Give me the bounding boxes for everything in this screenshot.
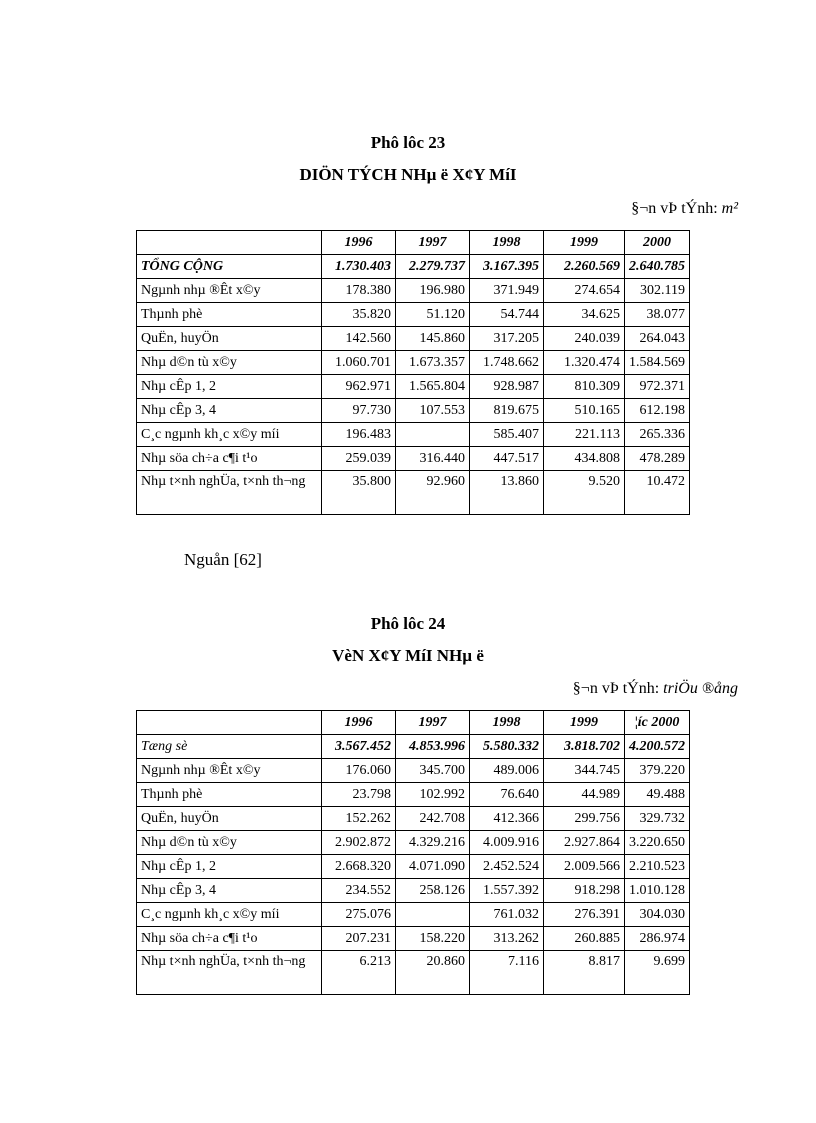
value-cell: 76.640 [470,783,544,807]
value-cell: 23.798 [322,783,396,807]
value-cell: 35.820 [322,303,396,327]
table-row [137,351,690,375]
value-cell: 302.119 [625,279,690,303]
header-year-cell: 1996 [322,711,396,735]
value-cell: 276.391 [544,903,625,927]
header-year-cell: 1997 [396,231,470,255]
value-cell: 8.817 [544,951,625,995]
value-cell: 1.748.662 [470,351,544,375]
value-cell: 329.732 [625,807,690,831]
value-cell: 176.060 [322,759,396,783]
value-cell: 234.552 [322,879,396,903]
row-label: Ngµnh nhµ ®Êt x©y [137,759,322,783]
appendix-24-table [136,710,690,995]
row-label: QuËn, huyÖn [137,327,322,351]
table-row [137,255,690,279]
value-cell: 44.989 [544,783,625,807]
value-cell: 612.198 [625,399,690,423]
table-row [137,831,690,855]
appendix-23-heading: Phô lôc 23 [370,133,446,152]
row-label: TỔNG CỘNG [137,255,322,279]
row-label: QuËn, huyÖn [137,807,322,831]
value-cell: 3.167.395 [470,255,544,279]
value-cell: 1.010.128 [625,879,690,903]
value-cell: 242.708 [396,807,470,831]
value-cell: 196.980 [396,279,470,303]
value-cell: 264.043 [625,327,690,351]
value-cell: 2.260.569 [544,255,625,279]
value-cell: 34.625 [544,303,625,327]
value-cell: 9.699 [625,951,690,995]
value-cell: 489.006 [470,759,544,783]
table-row [137,375,690,399]
value-cell: 4.329.216 [396,831,470,855]
value-cell: 152.262 [322,807,396,831]
appendix-23-title: DIÖN TÝCH NHµ ë X¢Y MíI [299,165,517,184]
value-cell: 35.800 [322,471,396,515]
value-cell: 2.902.872 [322,831,396,855]
table-row [137,303,690,327]
value-cell: 5.580.332 [470,735,544,759]
row-label: Nhµ t×nh nghÜa, t×nh th¬ng [137,951,322,995]
value-cell: 819.675 [470,399,544,423]
value-cell: 412.366 [470,807,544,831]
value-cell: 49.488 [625,783,690,807]
value-cell: 207.231 [322,927,396,951]
value-cell: 972.371 [625,375,690,399]
appendix-24-unit [573,680,738,698]
value-cell: 962.971 [322,375,396,399]
value-cell: 313.262 [470,927,544,951]
value-cell: 1.584.569 [625,351,690,375]
value-cell: 240.039 [544,327,625,351]
value-cell: 3.567.452 [322,735,396,759]
value-cell: 345.700 [396,759,470,783]
value-cell: 299.756 [544,807,625,831]
value-cell: 1.557.392 [470,879,544,903]
row-label: Nhµ söa ch÷a c¶i t¹o [137,447,322,471]
table-row [137,447,690,471]
value-cell [396,423,470,447]
table-row [137,927,690,951]
value-cell: 316.440 [396,447,470,471]
value-cell: 810.309 [544,375,625,399]
table-row [137,879,690,903]
table-header-row [137,711,690,735]
value-cell: 221.113 [544,423,625,447]
header-year-cell: 1999 [544,711,625,735]
value-cell: 4.071.090 [396,855,470,879]
table-row [137,855,690,879]
header-year-cell: 1998 [470,231,544,255]
value-cell: 447.517 [470,447,544,471]
value-cell: 260.885 [544,927,625,951]
table-row [137,759,690,783]
row-label: Nhµ t×nh nghÜa, t×nh th¬ng [137,471,322,515]
row-label: Thµnh phè [137,783,322,807]
value-cell: 1.565.804 [396,375,470,399]
value-cell: 275.076 [322,903,396,927]
value-cell: 13.860 [470,471,544,515]
value-cell: 265.336 [625,423,690,447]
value-cell: 145.860 [396,327,470,351]
value-cell: 274.654 [544,279,625,303]
unit-prefix: §¬n vÞ tÝnh: [631,200,722,217]
table-row [137,951,690,995]
value-cell: 38.077 [625,303,690,327]
row-label: Nhµ cÊp 3, 4 [137,399,322,423]
value-cell: 92.960 [396,471,470,515]
table-row [137,735,690,759]
unit-value: m² [721,200,738,217]
value-cell: 107.553 [396,399,470,423]
header-year-cell: 1998 [470,711,544,735]
value-cell: 918.298 [544,879,625,903]
table-row [137,807,690,831]
header-cell-blank [137,711,322,735]
value-cell: 304.030 [625,903,690,927]
value-cell: 258.126 [396,879,470,903]
value-cell: 2.640.785 [625,255,690,279]
value-cell: 6.213 [322,951,396,995]
value-cell: 196.483 [322,423,396,447]
value-cell: 434.808 [544,447,625,471]
value-cell: 142.560 [322,327,396,351]
table-row [137,903,690,927]
header-year-cell: 1997 [396,711,470,735]
appendix-23-table [136,230,690,515]
value-cell: 928.987 [470,375,544,399]
value-cell: 51.120 [396,303,470,327]
row-label: Nhµ d©n tù x©y [137,351,322,375]
header-year-cell: ¦íc 2000 [625,711,690,735]
row-label: Nhµ cÊp 3, 4 [137,879,322,903]
source-note: Nguån [62] [184,550,262,569]
header-year-cell: 2000 [625,231,690,255]
header-cell-blank [137,231,322,255]
table-row [137,399,690,423]
header-year-cell: 1999 [544,231,625,255]
value-cell: 2.009.566 [544,855,625,879]
row-label: Nhµ cÊp 1, 2 [137,855,322,879]
value-cell: 54.744 [470,303,544,327]
value-cell: 371.949 [470,279,544,303]
value-cell: 7.116 [470,951,544,995]
value-cell: 4.200.572 [625,735,690,759]
value-cell: 20.860 [396,951,470,995]
value-cell: 1.320.474 [544,351,625,375]
value-cell: 761.032 [470,903,544,927]
value-cell: 344.745 [544,759,625,783]
value-cell: 3.220.650 [625,831,690,855]
header-year-cell: 1996 [322,231,396,255]
table-header-row [137,231,690,255]
table-row [137,423,690,447]
row-label: Nhµ d©n tù x©y [137,831,322,855]
value-cell: 286.974 [625,927,690,951]
value-cell: 3.818.702 [544,735,625,759]
value-cell: 4.853.996 [396,735,470,759]
value-cell: 2.452.524 [470,855,544,879]
value-cell: 10.472 [625,471,690,515]
value-cell: 2.210.523 [625,855,690,879]
table-row [137,279,690,303]
value-cell: 317.205 [470,327,544,351]
unit-prefix: §¬n vÞ tÝnh: [572,680,664,697]
value-cell: 4.009.916 [470,831,544,855]
value-cell: 379.220 [625,759,690,783]
table-row [137,471,690,515]
row-label: C¸c ngµnh kh¸c x©y míi [137,423,322,447]
appendix-24-heading: Phô lôc 24 [370,614,446,633]
table-row [137,783,690,807]
value-cell: 2.279.737 [396,255,470,279]
value-cell: 1.673.357 [396,351,470,375]
appendix-23-unit [631,200,738,218]
value-cell: 158.220 [396,927,470,951]
value-cell: 510.165 [544,399,625,423]
row-label: C¸c ngµnh kh¸c x©y míi [137,903,322,927]
value-cell: 2.927.864 [544,831,625,855]
value-cell [396,903,470,927]
value-cell: 2.668.320 [322,855,396,879]
value-cell: 259.039 [322,447,396,471]
value-cell: 1.730.403 [322,255,396,279]
value-cell: 102.992 [396,783,470,807]
value-cell: 97.730 [322,399,396,423]
value-cell: 178.380 [322,279,396,303]
row-label: Nhµ cÊp 1, 2 [137,375,322,399]
appendix-24-title: VèN X¢Y MíI NHµ ë [332,646,484,665]
table-row [137,327,690,351]
unit-value: triÖu ®ång [663,680,738,697]
value-cell: 9.520 [544,471,625,515]
value-cell: 1.060.701 [322,351,396,375]
value-cell: 478.289 [625,447,690,471]
row-label: Thµnh phè [137,303,322,327]
row-label: Ngµnh nhµ ®Êt x©y [137,279,322,303]
row-label: Tæng sè [137,735,322,759]
row-label: Nhµ söa ch÷a c¶i t¹o [137,927,322,951]
value-cell: 585.407 [470,423,544,447]
